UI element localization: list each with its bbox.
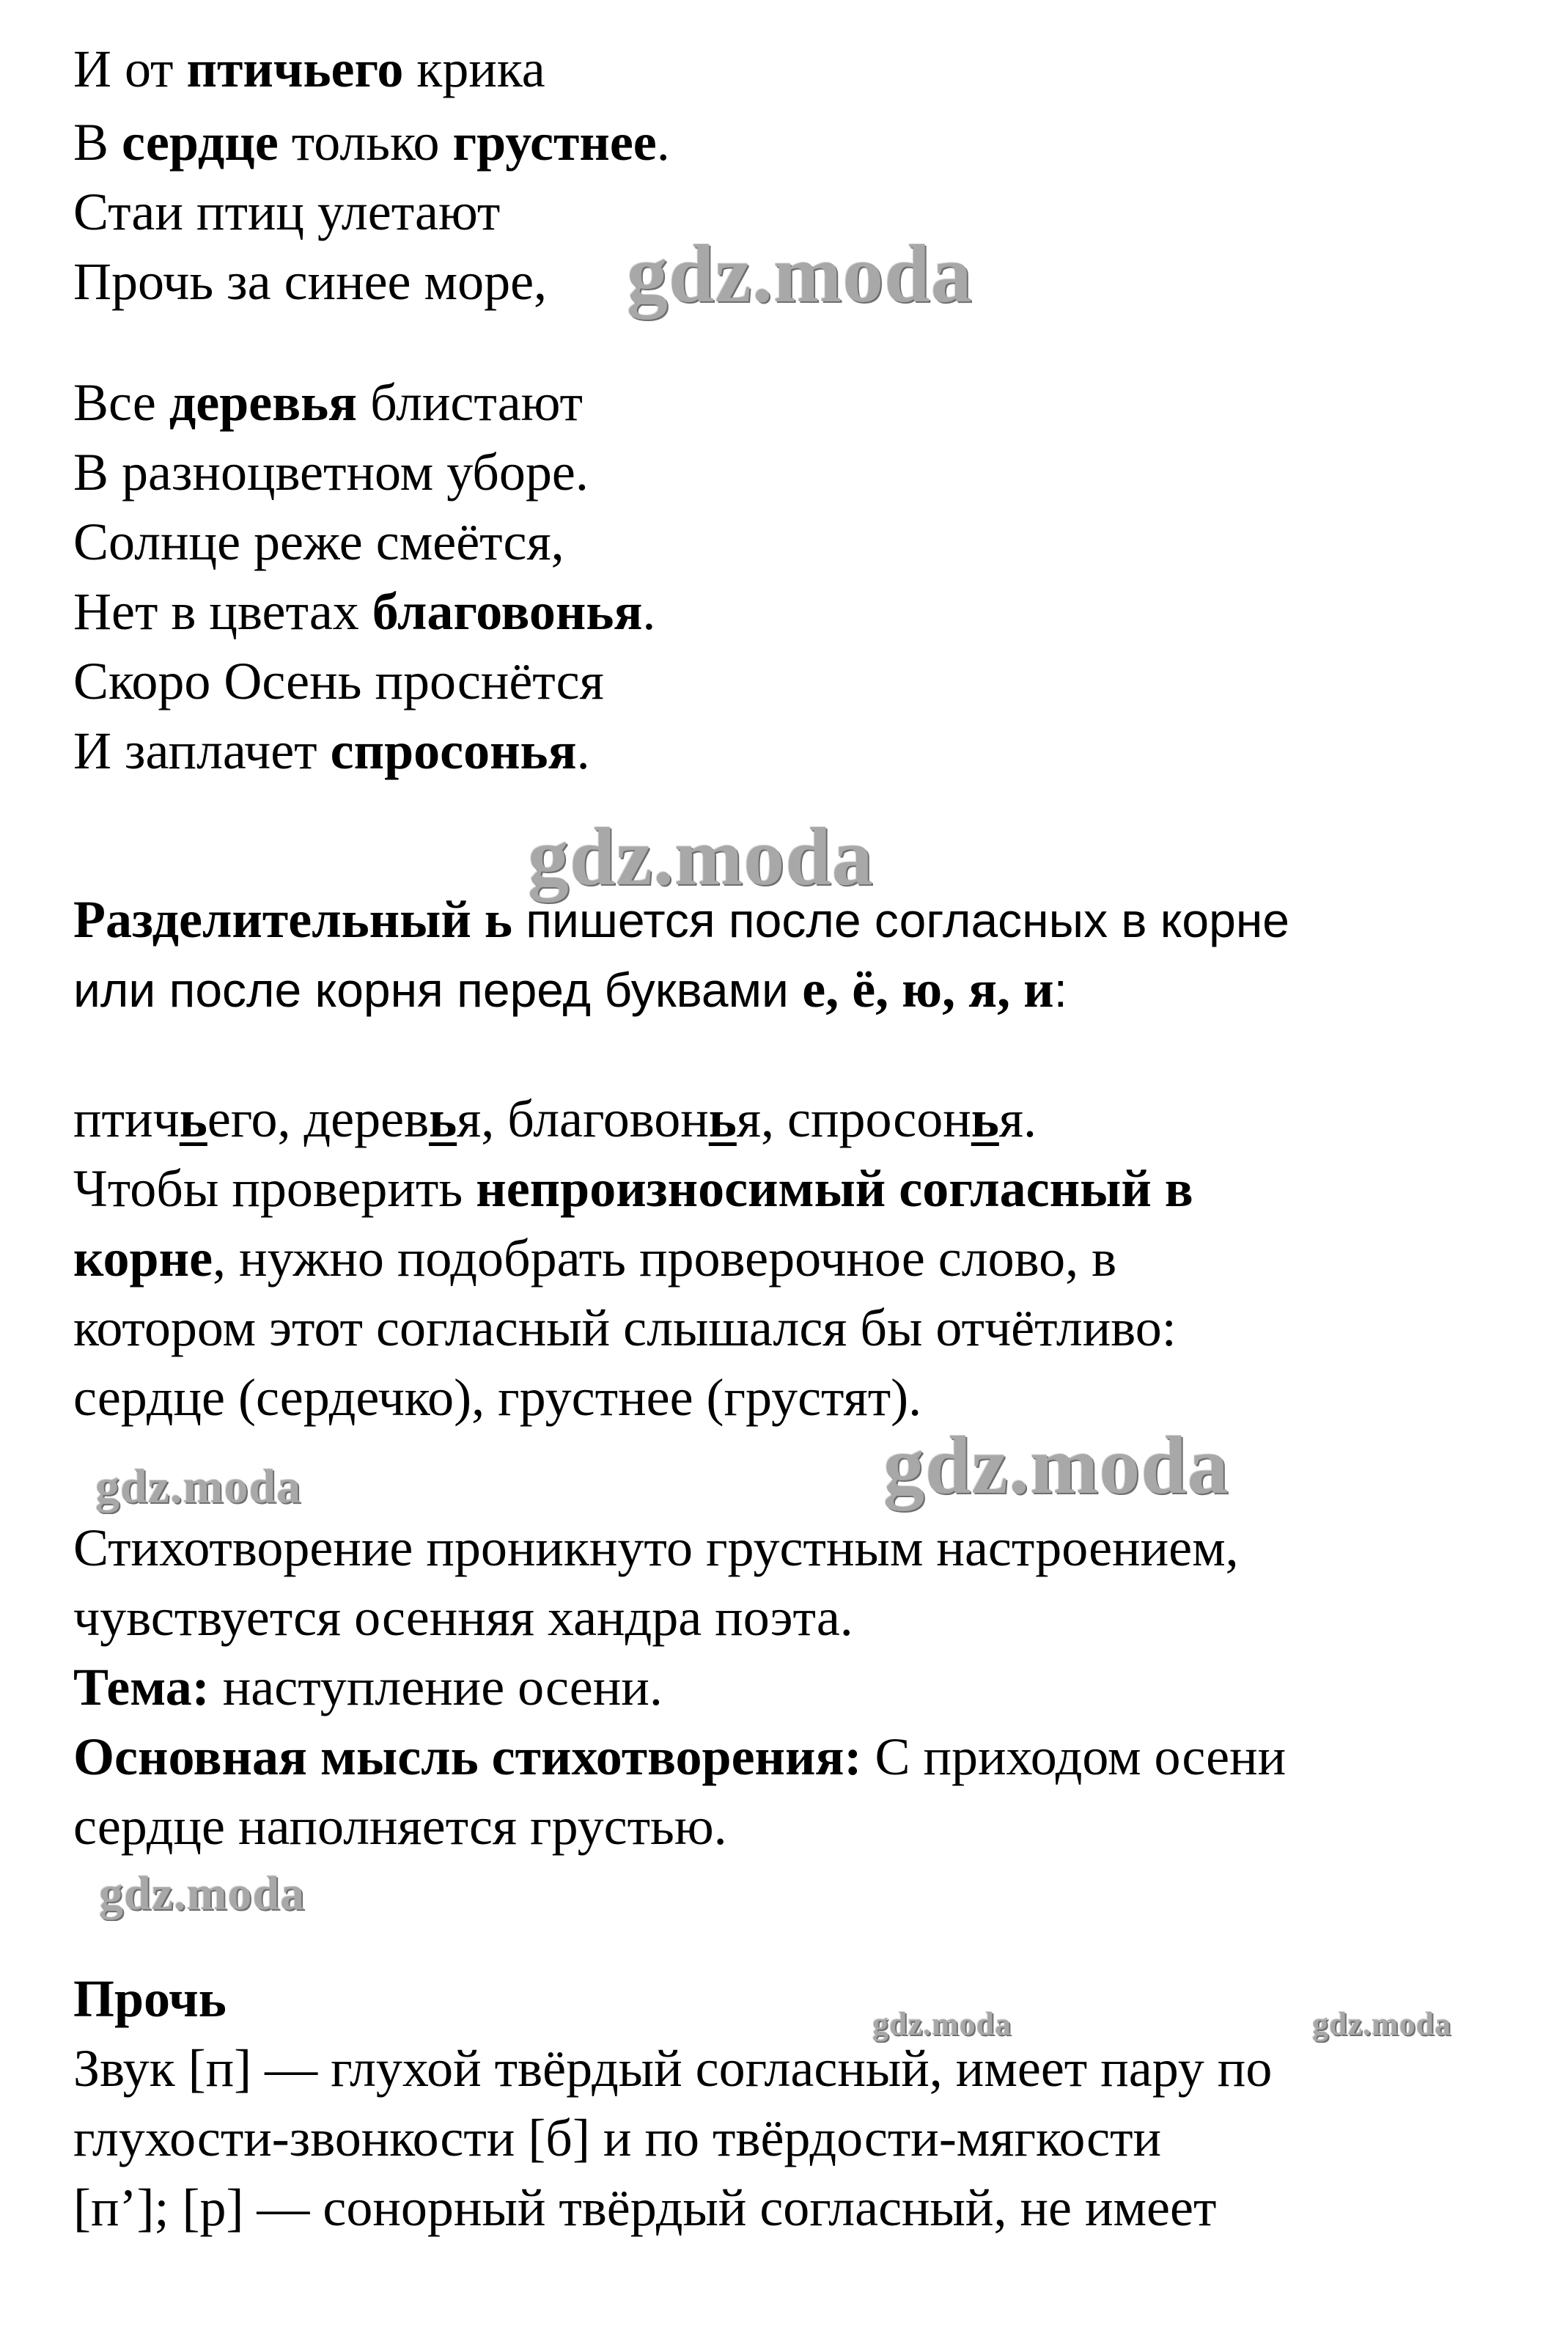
rule2-line-1: Чтобы проверить непроизносимый согласный в: [73, 1159, 1193, 1218]
rule2-line-2: корне, нужно подобрать проверочное слово, в: [73, 1229, 1117, 1288]
main-idea-line: Основная мысль стихотворения: С приходом осени: [73, 1727, 1287, 1786]
poem-line-4: Прочь за синее море,: [73, 252, 548, 311]
word-line-1: Звук [п] — глухой твёрдый согласный, имеет пару по: [73, 2039, 1273, 2098]
watermark: gdz.moda: [528, 812, 874, 903]
theme-line: Тема: наступление осени.: [73, 1658, 663, 1716]
poem-line-7: Солнце реже смеётся,: [73, 513, 564, 571]
watermark: gdz.moda: [1312, 2006, 1452, 2042]
poem-line-5: Все деревья блистают: [73, 373, 583, 432]
watermark: gdz.moda: [883, 1420, 1229, 1511]
analysis-line-2: чувствуется осенняя хандра поэта.: [73, 1588, 853, 1647]
main-idea-line-2: сердце наполняется грустью.: [73, 1797, 727, 1856]
watermark: gdz.moda: [872, 2006, 1012, 2042]
watermark: gdz.moda: [99, 1867, 306, 1920]
word-heading: Прочь: [73, 1969, 227, 2028]
watermark: gdz.moda: [95, 1460, 302, 1513]
rule2-line-3: котором этот согласный слышался бы отчётливо:: [73, 1299, 1177, 1357]
poem-line-10: И заплачет спросонья.: [73, 721, 590, 780]
poem-line-3: Стаи птиц улетают: [73, 183, 501, 241]
word-line-2: глухости-звонкости [б] и по твёрдости-мягкости: [73, 2109, 1162, 2167]
examples-line: птичьего, деревья, благовонья, спросонья.: [73, 1090, 1037, 1148]
poem-line-9: Скоро Осень проснётся: [73, 652, 604, 710]
watermark: gdz.moda: [627, 229, 973, 320]
rule1-line-2: или после корня перед буквами е, ё, ю, я, и:: [73, 960, 1067, 1018]
poem-line-1: И от птичьего крика: [73, 40, 545, 98]
rule2-line-4: сердце (сердечко), грустнее (грустят).: [73, 1368, 922, 1427]
poem-line-6: В разноцветном уборе.: [73, 443, 589, 502]
word-line-3: [п’]; [р] — сонорный твёрдый согласный, не имеет: [73, 2178, 1217, 2237]
rule1-line-1: Разделительный ь пишется после согласных в корне: [73, 890, 1289, 949]
analysis-line-1: Стихотворение проникнуто грустным настроением,: [73, 1518, 1239, 1577]
poem-line-2: В сердце только грустнее.: [73, 113, 670, 172]
poem-line-8: Нет в цветах благовонья.: [73, 582, 656, 641]
